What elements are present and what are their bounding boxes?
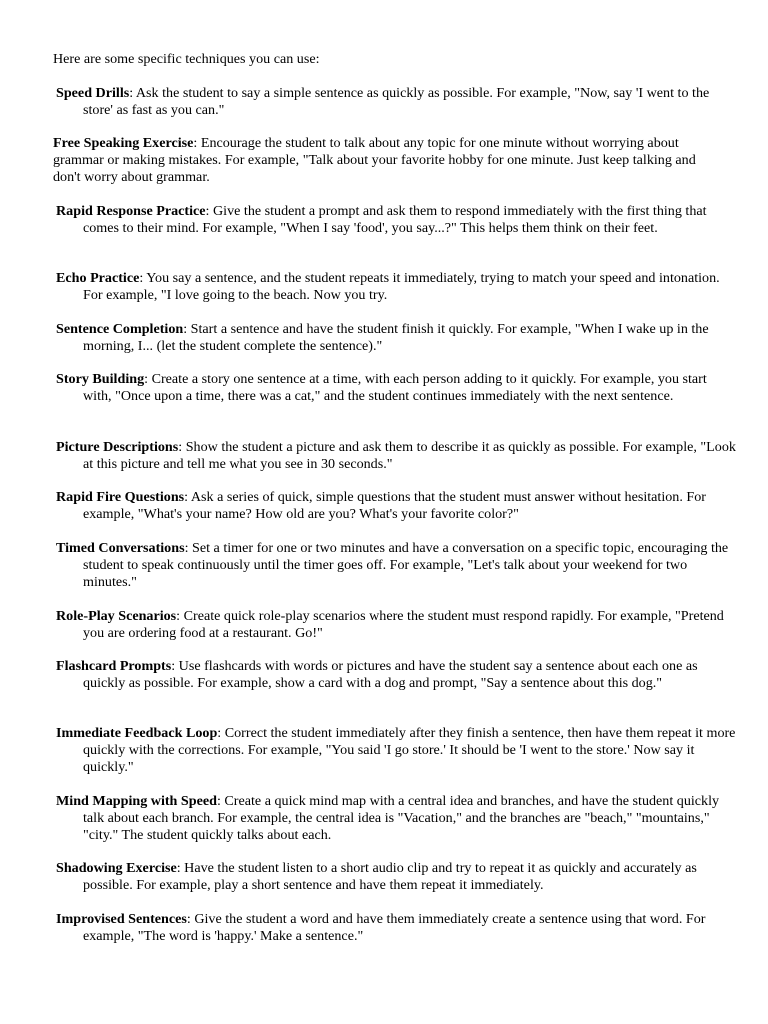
technique-description: : Ask a series of quick, simple questions that the student must answer without hesitation. For example, "What's your name? How old are you? What's your favorite color?" bbox=[83, 489, 706, 522]
technique-improvised-sentences bbox=[56, 911, 737, 945]
technique-term: Speed Drills bbox=[56, 85, 130, 101]
technique-story-building bbox=[56, 371, 737, 405]
technique-term: Picture Descriptions bbox=[56, 439, 179, 455]
technique-timed-conversations bbox=[56, 540, 737, 590]
technique-role-play-scenarios bbox=[56, 608, 737, 642]
technique-term: Improvised Sentences bbox=[56, 911, 187, 927]
technique-description: : Give the student a prompt and ask them to respond immediately with the first thing that comes to their mind. For example, "When I say 'food', you say...?" This helps them think on their feet. bbox=[83, 203, 707, 236]
technique-rapid-fire-questions bbox=[56, 489, 737, 523]
technique-description: : Correct the student immediately after they finish a sentence, then have them repeat it more quickly with the corrections. For example, "You said 'I go store.' It should be 'I went to the store.' Now say it quickly." bbox=[83, 725, 736, 775]
technique-free-speaking-exercise bbox=[53, 135, 713, 185]
technique-description: : Have the student listen to a short audio clip and try to repeat it as quickly and accurately as possible. For example, play a short sentence and have them repeat it immediately. bbox=[83, 860, 697, 893]
technique-description: : Create a story one sentence at a time, with each person adding to it quickly. For example, you start with, "Once upon a time, there was a cat," and the student continues immediately with the next sentence. bbox=[83, 371, 707, 404]
technique-term: Mind Mapping with Speed bbox=[56, 793, 217, 809]
technique-description: : Create a quick mind map with a central idea and branches, and have the student quickly talk about each branch. For example, the central idea is "Vacation," and the branches are "beach," "mountains," "city." The student quickly talks about each. bbox=[83, 793, 720, 843]
technique-description: : Create quick role-play scenarios where the student must respond rapidly. For example, "Pretend you are ordering food at a restaurant. Go!" bbox=[83, 608, 724, 641]
technique-sentence-completion bbox=[56, 321, 737, 355]
technique-picture-descriptions bbox=[56, 439, 737, 473]
technique-echo-practice bbox=[56, 270, 737, 304]
technique-term: Flashcard Prompts bbox=[56, 658, 172, 674]
technique-term: Sentence Completion bbox=[56, 321, 184, 337]
technique-term: Shadowing Exercise bbox=[56, 860, 177, 876]
technique-term: Rapid Fire Questions bbox=[56, 489, 185, 505]
technique-description: : Show the student a picture and ask them to describe it as quickly as possible. For example, "Look at this picture and tell me what you see in 30 seconds." bbox=[83, 439, 736, 472]
intro-text: Here are some specific techniques you can use: bbox=[53, 51, 320, 67]
technique-term: Timed Conversations bbox=[56, 540, 185, 556]
technique-description: : Encourage the student to talk about any topic for one minute without worrying about grammar or making mistakes. For example, "Talk about your favorite hobby for one minute. Just keep talking and don't worry about grammar. bbox=[53, 135, 696, 185]
technique-description: : Give the student a word and have them immediately create a sentence using that word. For example, "The word is 'happy.' Make a sentence." bbox=[83, 911, 706, 944]
technique-term: Immediate Feedback Loop bbox=[56, 725, 218, 741]
technique-term: Free Speaking Exercise bbox=[53, 135, 194, 151]
technique-description: : You say a sentence, and the student repeats it immediately, trying to match your speed and intonation. For example, "I love going to the beach. Now you try. bbox=[83, 270, 720, 303]
technique-description: : Set a timer for one or two minutes and have a conversation on a specific topic, encouraging the student to speak continuously until the timer goes off. For example, "Let's talk about your weekend for two minutes." bbox=[83, 540, 729, 590]
technique-term: Role-Play Scenarios bbox=[56, 608, 177, 624]
technique-description: : Start a sentence and have the student finish it quickly. For example, "When I wake up in the morning, I... (let the student complete the sentence)." bbox=[83, 321, 709, 354]
technique-term: Rapid Response Practice bbox=[56, 203, 206, 219]
technique-mind-mapping-with-speed bbox=[56, 793, 737, 843]
technique-shadowing-exercise bbox=[56, 860, 737, 894]
technique-description: : Use flashcards with words or pictures and have the student say a sentence about each one as quickly as possible. For example, show a card with a dog and prompt, "Say a sentence about this dog." bbox=[83, 658, 698, 691]
technique-description: : Ask the student to say a simple sentence as quickly as possible. For example, "Now, say 'I went to the store' as fast as you can." bbox=[83, 85, 710, 118]
technique-term: Echo Practice bbox=[56, 270, 140, 286]
technique-term: Story Building bbox=[56, 371, 145, 387]
technique-immediate-feedback-loop bbox=[56, 725, 737, 775]
technique-speed-drills bbox=[56, 85, 737, 119]
technique-flashcard-prompts bbox=[56, 658, 737, 692]
technique-rapid-response-practice bbox=[56, 203, 737, 237]
